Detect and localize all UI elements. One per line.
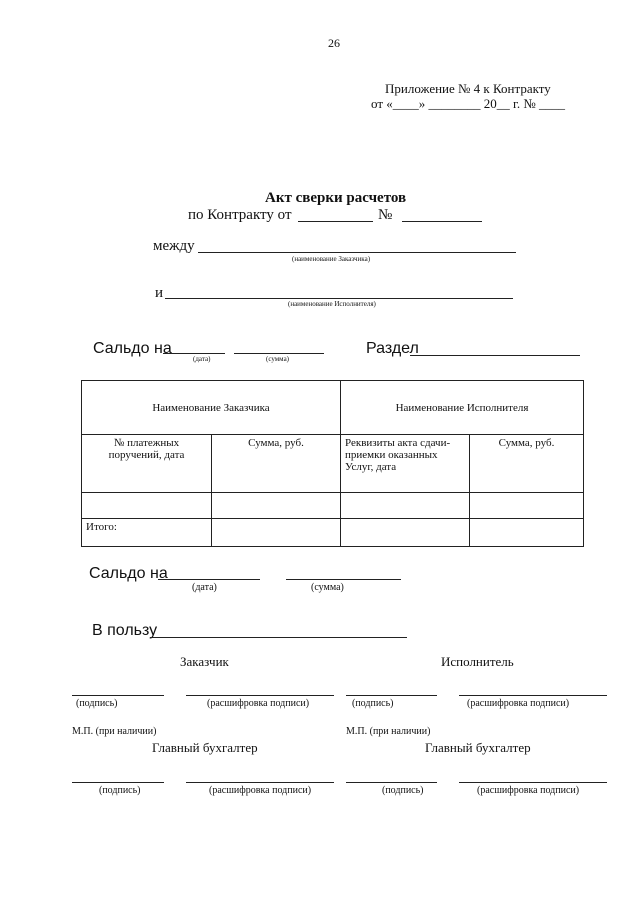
customer-accountant-signature-line (72, 782, 164, 783)
executor-signature-line (346, 695, 437, 696)
in-favor-line (150, 637, 407, 638)
section-label: Раздел (366, 340, 419, 357)
customer-decoding-line (186, 695, 334, 696)
saldo-opening-sum-line (234, 353, 324, 354)
saldo-closing-sum-line (286, 579, 401, 580)
contract-number-line (402, 221, 482, 222)
appendix-line-1: Приложение № 4 к Контракту (385, 81, 551, 96)
saldo-closing-date-caption: (дата) (192, 582, 217, 593)
document-title: Акт сверки расчетов (265, 190, 407, 206)
payment-orders-column: № платежных поручений, дата (82, 435, 212, 493)
executor-accountant-decoding-caption: (расшифровка подписи) (477, 785, 580, 796)
appendix-line-2: от «____» ________ 20__ г. № ____ (371, 96, 566, 111)
contract-number-label: № (378, 207, 393, 223)
act-details-column: Реквизиты акта сдачи-приемки оказанных Услуг, дата (341, 435, 470, 493)
executor-title: Исполнитель (441, 654, 514, 669)
customer-decoding-caption: (расшифровка подписи) (207, 698, 310, 709)
customer-header: Наименование Заказчика (82, 381, 341, 435)
executor-decoding-caption: (расшифровка подписи) (467, 698, 570, 709)
executor-decoding-line (459, 695, 607, 696)
saldo-opening-label: Сальдо на (93, 340, 172, 357)
in-favor-label: В пользу (92, 622, 158, 639)
customer-signature-caption: (подпись) (76, 698, 118, 709)
saldo-opening-date-line (163, 353, 225, 354)
customer-seal-note: М.П. (при наличии) (72, 726, 157, 737)
section-line (410, 355, 580, 356)
customer-sum-column: Сумма, руб. (212, 435, 341, 493)
page-number: 26 (328, 36, 340, 50)
saldo-opening-date-caption: (дата) (193, 355, 211, 363)
customer-accountant-decoding-line (186, 782, 334, 783)
executor-name-line (165, 298, 513, 299)
executor-name-caption: (наименование Исполнителя) (288, 300, 376, 308)
executor-sum-column: Сумма, руб. (470, 435, 584, 493)
customer-signature-line (72, 695, 164, 696)
customer-name-caption: (наименование Заказчика) (292, 255, 371, 263)
total-customer-sum-cell[interactable] (212, 519, 341, 547)
empty-cell[interactable] (212, 493, 341, 519)
saldo-closing-sum-caption: (сумма) (311, 582, 344, 593)
executor-accountant-signature-line (346, 782, 437, 783)
empty-cell[interactable] (341, 493, 470, 519)
total-executor-sum-cell[interactable] (470, 519, 584, 547)
reconciliation-table (81, 380, 584, 547)
customer-name-line (198, 252, 516, 253)
executor-chief-accountant: Главный бухгалтер (425, 740, 531, 755)
customer-accountant-decoding-caption: (расшифровка подписи) (209, 785, 312, 796)
between-label: между (153, 238, 195, 254)
saldo-opening-sum-caption: (сумма) (266, 355, 290, 363)
empty-cell[interactable] (82, 493, 212, 519)
executor-header: Наименование Исполнителя (341, 381, 584, 435)
saldo-closing-date-line (158, 579, 260, 580)
and-label: и (155, 285, 164, 301)
executor-accountant-signature-caption: (подпись) (382, 785, 424, 796)
customer-title: Заказчик (180, 654, 229, 669)
customer-accountant-signature-caption: (подпись) (99, 785, 141, 796)
contract-date-line (298, 221, 373, 222)
saldo-closing-label: Сальдо на (89, 565, 168, 582)
executor-accountant-decoding-line (459, 782, 607, 783)
contract-label: по Контракту от (188, 207, 292, 223)
empty-cell[interactable] (470, 493, 584, 519)
total-label: Итого: (82, 519, 212, 547)
customer-chief-accountant: Главный бухгалтер (152, 740, 258, 755)
executor-signature-caption: (подпись) (352, 698, 394, 709)
executor-seal-note: М.П. (при наличии) (346, 726, 431, 737)
total-act-cell[interactable] (341, 519, 470, 547)
